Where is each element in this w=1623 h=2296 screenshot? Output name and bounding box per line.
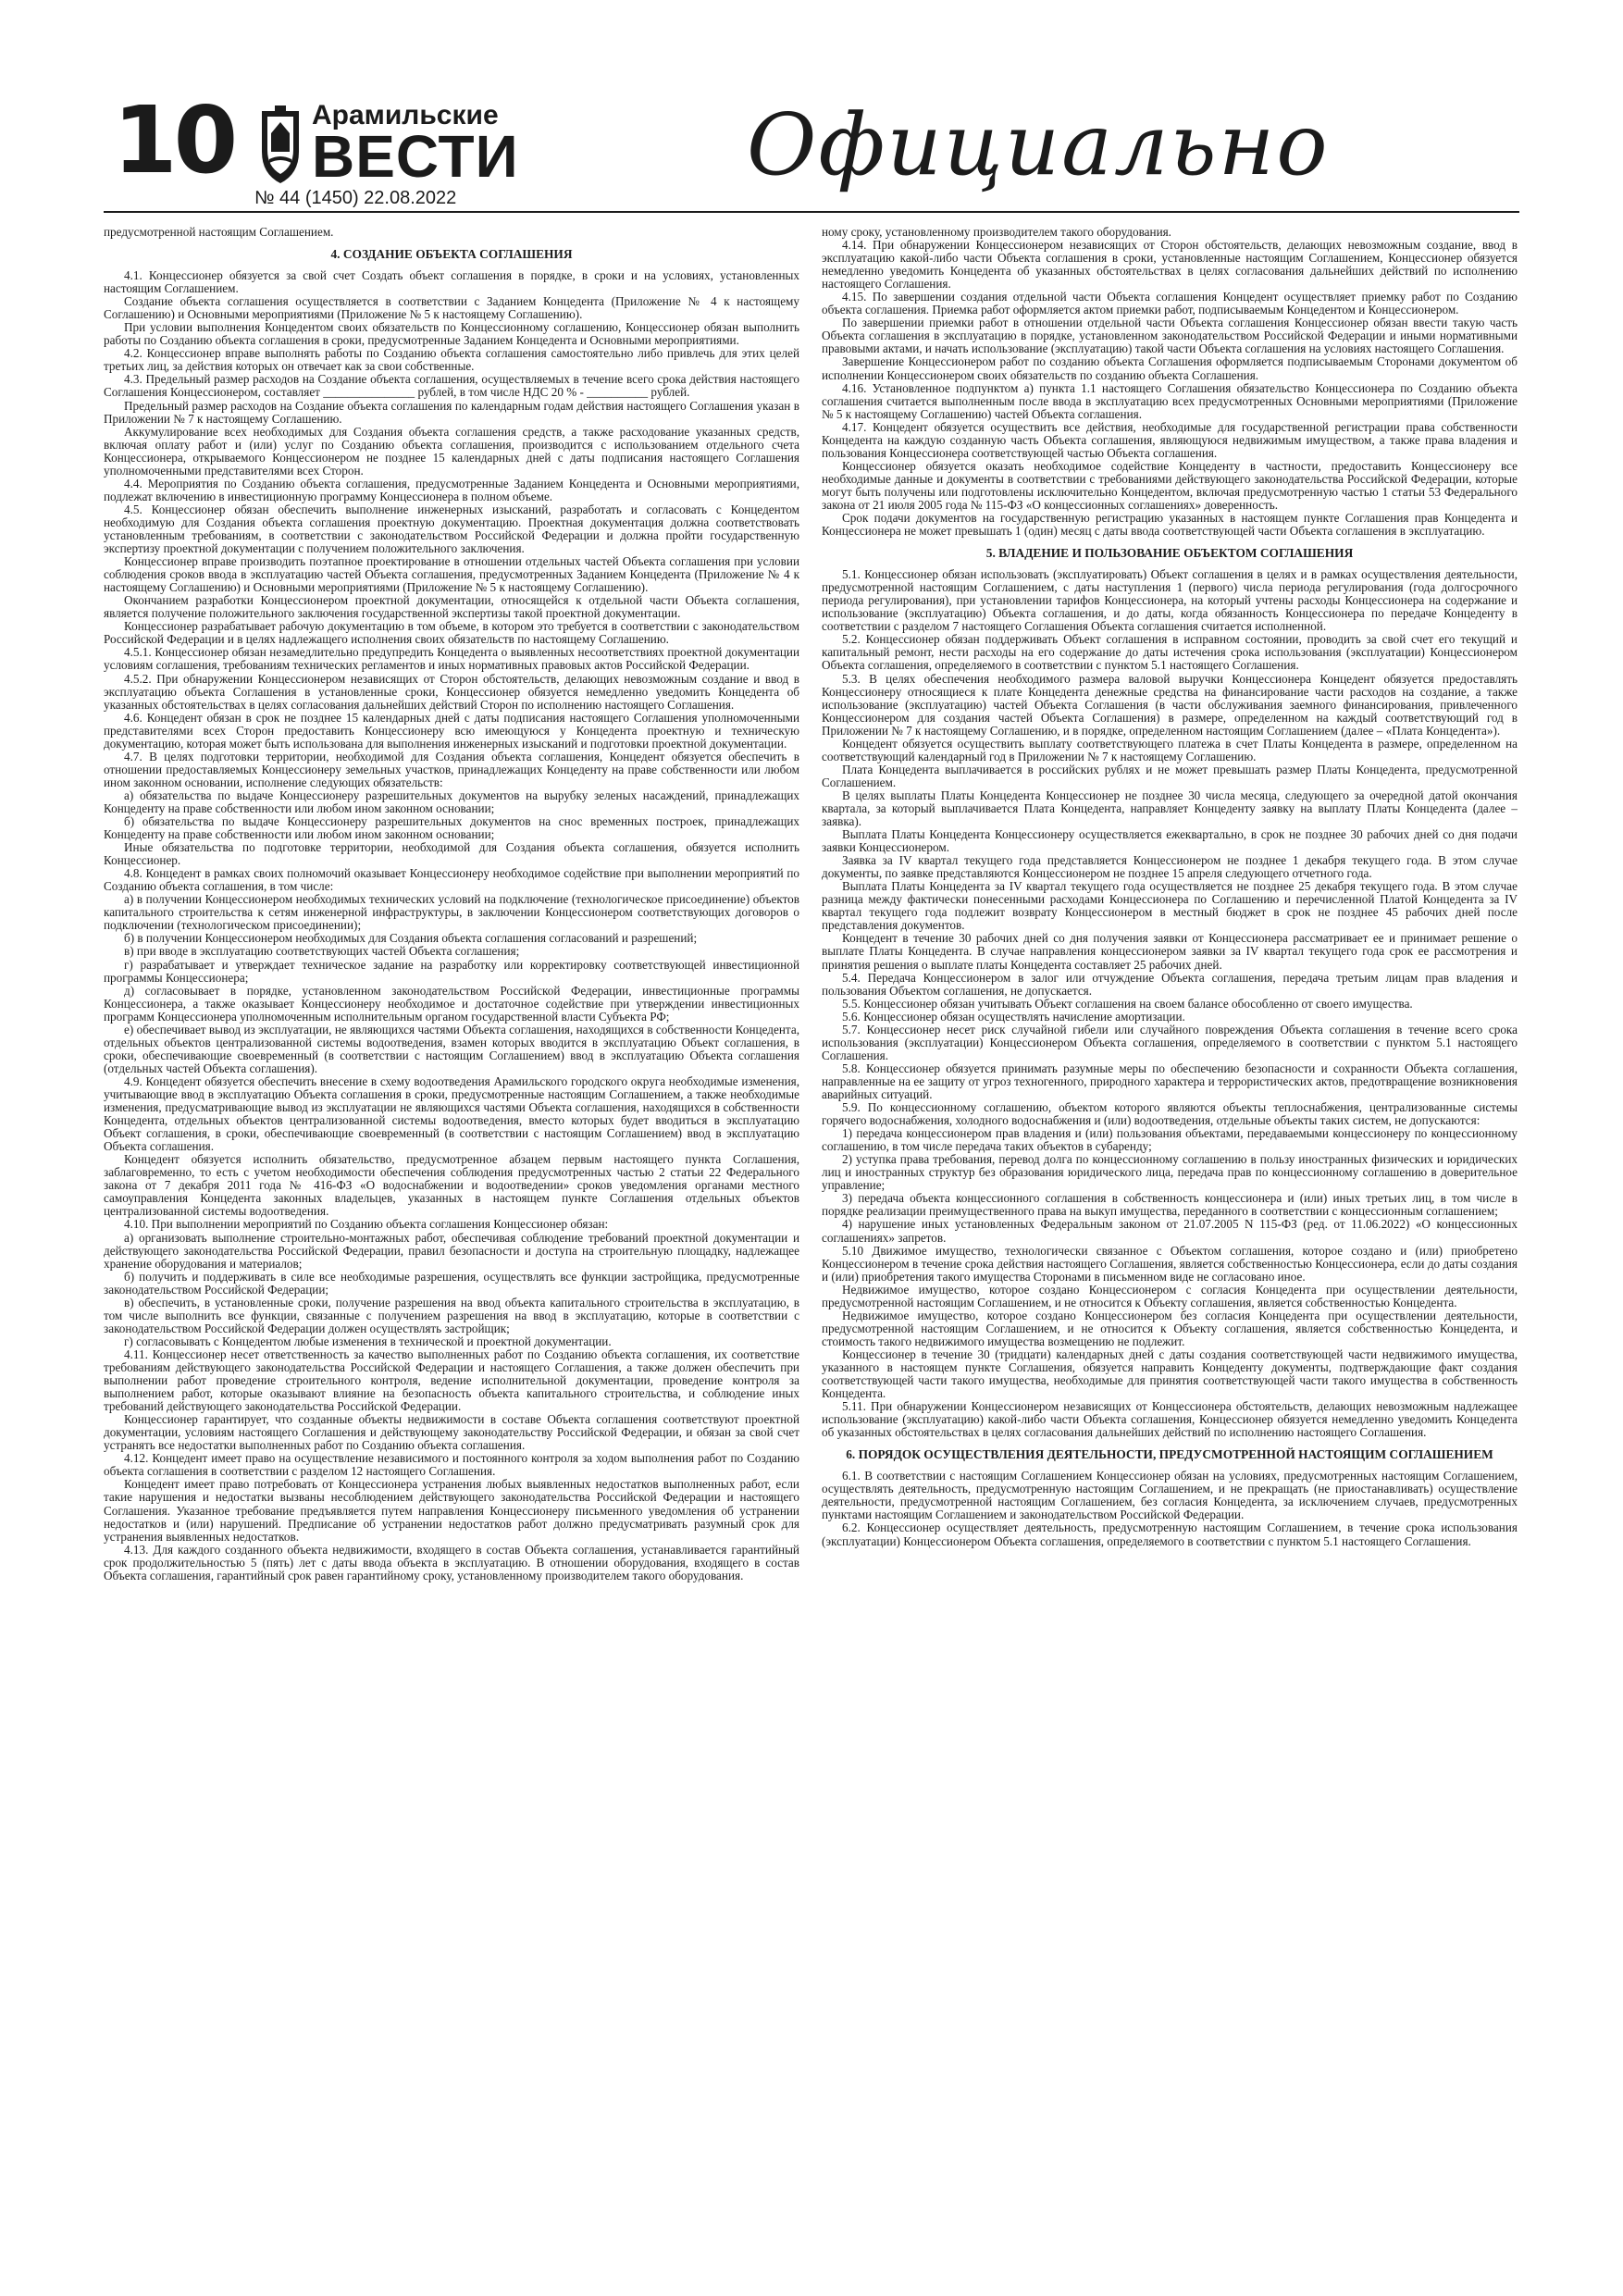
paragraph: г) согласовывать с Концедентом любые изменения в технической и проектной документации.	[124, 1334, 612, 1348]
paragraph: 4.11. Концессионер несет ответственность за качество выполненных работ по Созданию объекта соглашения, их соответствие требованиям действующего законодательства Российской Федерации и настоящего Соглашения, а также должен обеспечить при выполнении работ проведение строительного контроля, ведение исполнительной документации, проведение контроля за выполнением работ, которые оказывают влияние на безопасность объекта капитального строительства, и соблюдение иных требований действующего законодательства Российской Федерации.	[104, 1347, 799, 1414]
paragraph: 4.7. В целях подготовки территории, необходимой для Создания объекта соглашения, Концедент обязуется обеспечить в отношении предоставляемых Концессионеру земельных участков, принадлежащих Концеденту на праве собственности или любом ином законном основании, исполнение следующих обязательств:	[104, 749, 799, 789]
paragraph: Выплата Платы Концедента за IV квартал текущего года осуществляется не позднее 25 декабря текущего года. В этом случае разница между фактически понесенными расходами Концессионера по Соглашению и перечисленной Платой Концедента за IV квартал текущего года подлежит возврату Концессионером в местный бюджет в срок не позднее 45 рабочих дней после представления документов.	[822, 879, 1518, 933]
paragraph: г) разрабатывает и утверждает техническое задание на разработку или корректировку соответствующей инвестиционной программы Концессионера;	[104, 957, 799, 985]
page-number: 10	[113, 86, 235, 194]
paragraph: Концедент имеет право потребовать от Концессионера устранения любых выявленных недостатков выполненных работ, если такие нарушения и недостатки вызваны несоблюдением действующего законодательства Российской Федерации и настоящего Соглашения. Указанное требование предъявляется путем направления Концессионеру письменного уведомления об устранении недостатков и (или) нарушений. Предписание об устранении недостатков работ должно предусматривать разумный срок для устранения выявленных недостатков.	[104, 1477, 799, 1544]
paragraph: Создание объекта соглашения осуществляется в соответствии с Заданием Концедента (Приложение № 4 к настоящему Соглашению) и Основными мероприятиями (Приложение № 5 к настоящему Соглашению).	[104, 294, 799, 322]
paragraph: Концедент в течение 30 рабочих дней со дня получения заявки от Концессионера рассматривает ее и принимает решение о выплате Платы Концедента. В случае направления концессионером заявки за IV квартал текущего года срок ее рассмотрения и принятия решения о выплате платы Концедента составляет 25 рабочих дней.	[822, 931, 1518, 972]
paragraph: Концессионер разрабатывает рабочую документацию в том объеме, в котором это требуется в соответствии с законодательством Российской Федерации и в целях надлежащего исполнения своих обязательств по настоящему Соглашению.	[104, 619, 799, 647]
paragraph: В целях выплаты Платы Концедента Концессионер не позднее 30 числа месяца, следующего за очередной датой окончания квартала, за который выплачивается Плата Концедента, направляет Концеденту заявку на выплату Платы Концедента (далее – заявка).	[822, 788, 1518, 829]
paragraph: 5.4. Передача Концессионером в залог или отчуждение Объекта соглашения, передача третьим лицам прав владения и пользования Объектом соглашения, не допускается.	[822, 970, 1518, 998]
paragraph: По завершении приемки работ в отношении отдельной части Объекта соглашения Концессионер обязан ввести такую часть Объекта соглашения в эксплуатацию в порядке, установленном законодательством Российской Федерации и иными нормативными правовыми актами, и начать использование (эксплуатацию) такой части Объекта соглашения на условиях настоящего Соглашения.	[822, 316, 1518, 356]
paragraph: 4.6. Концедент обязан в срок не позднее 15 календарных дней с даты подписания настоящего Соглашения уполномоченными представителями всех Сторон предоставить Концессионеру всю имеющуюся у Концедента проектную и техническую документацию, которая может быть использована для выполнения инженерных изысканий и подготовки проектной документации.	[104, 710, 799, 751]
paragraph: 5.2. Концессионер обязан поддерживать Объект соглашения в исправном состоянии, проводить за свой счет его текущий и капитальный ремонт, нести расходы на его содержание до даты истечения срока использования (эксплуатации) Концессионером Объекта соглашения, определяемого в соответствии с пунктом 5.1 настоящего Соглашения.	[822, 632, 1518, 673]
paragraph: Концедент обязуется осуществить выплату соответствующего платежа в счет Платы Концедента в размере, определенном на соответствующий календарный год в Приложении № 7 к настоящему Соглашению.	[822, 736, 1518, 763]
paragraph: 5.1. Концессионер обязан использовать (эксплуатировать) Объект соглашения в целях и в рамках осуществления деятельности, предусмотренной настоящим Соглашением, с даты наступления 1 (первого) числа периода регулирования (года долгосрочного периода регулирования), при установлении тарифов Концессионера, на который учтены расходы Концессионера на содержание и использование (эксплуатацию) Объекта соглашения, и до даты, когда обязанность Концессионера по передаче Концеденту в соответствии с разделом 7 настоящего Соглашения Объекта соглашения считается исполненной.	[822, 567, 1518, 634]
paragraph: При условии выполнения Концедентом своих обязательств по Концессионному соглашению, Концессионер обязан выполнить работы по Созданию объекта соглашения в сроки, предусмотренные Заданием Концедента и Основными мероприятиями.	[104, 320, 799, 348]
paragraph: 4.14. При обнаружении Концессионером независящих от Сторон обстоятельств, делающих невозможным создание, ввод в эксплуатацию какой-либо части Объекта соглашения в сроки, установленные настоящим Соглашением, Концессионер обязуется немедленно уведомить Концедента об указанных обстоятельствах в целях согласования дальнейших действий по исполнению настоящего Соглашения.	[822, 238, 1518, 292]
paragraph: 4.1. Концессионер обязуется за свой счет Создать объект соглашения в порядке, в сроки и на условиях, установленных настоящим Соглашением.	[104, 268, 799, 296]
paragraph: 5.11. При обнаружении Концессионером независящих от Концессионера обстоятельств, делающих невозможным надлежащее использование (эксплуатацию) какой-либо части Объекта соглашения, Концессионер обязуется немедленно уведомить Концедента об указанных обстоятельствах в целях согласования дальнейших действий по исполнению настоящего Соглашения.	[822, 1399, 1518, 1440]
paragraph: Заявка за IV квартал текущего года представляется Концессионером не позднее 1 декабря текущего года. В этом случае документы, по заявке представляются Концессионером не позднее 15 апреля следующего отчетного года.	[822, 853, 1518, 881]
paragraph: 4.8. Концедент в рамках своих полномочий оказывает Концессионеру необходимое содействие при выполнении мероприятий по Созданию объекта соглашения, в том числе:	[104, 866, 799, 894]
paragraph: 4.5.1. Концессионер обязан незамедлительно предупредить Концедента о выявленных несоответствиях проектной документации условиям соглашения, требованиям технических регламентов и иных нормативных правовых актов Российской Федерации.	[104, 645, 799, 673]
paragraph: 6.2. Концессионер осуществляет деятельность, предусмотренную настоящим Соглашением, в течение срока использования (эксплуатации) Концессионером Объекта соглашения, определяемого в соответствии с пунктом 5.1 настоящего Соглашения.	[822, 1520, 1518, 1548]
header-divider	[104, 211, 1519, 213]
paragraph: Концессионер гарантирует, что созданные объекты недвижимости в составе Объекта соглашения соответствуют проектной документации, условиям настоящего Соглашения и действующему законодательству Российской Федерации, и обязан за свой счет устранять все недостатки выполненных работ по Созданию объекта соглашения.	[104, 1412, 799, 1453]
paragraph: е) обеспечивает вывод из эксплуатации, не являющихся частями Объекта соглашения, находящихся в собственности Концедента, отдельных объектов централизованной системы водоотведения, взамен которых вводится в эксплуатацию Объект соглашения, в сроки, обеспечивающие своевременный (в соответствии с настоящим Соглашением) ввод в эксплуатацию Объекта соглашения (отдельных частей Объекта соглашения).	[104, 1022, 799, 1075]
paragraph: ному сроку, установленному производителем такого оборудования.	[822, 225, 1171, 239]
paragraph: Концессионер вправе производить поэтапное проектирование в отношении отдельных частей Объекта соглашения при условии соблюдения сроков ввода в эксплуатацию частей Объекта соглашения, предусмотренных Заданием Концедента (Приложение № 4 к настоящему Соглашению) и Основными мероприятиями (Приложение № 5 к настоящему Соглашению).	[104, 554, 799, 595]
paragraph: 4.9. Концедент обязуется обеспечить внесение в схему водоотведения Арамильского городского округа необходимые изменения, учитывающие ввод в эксплуатацию Объекта соглашения в сроки, предусмотренные настоящим Соглашением, а также необходимые изменения, предусматривающие вывод из эксплуатации не являющихся частями Объекта соглашения, находящихся в собственности Концедента, отдельных объектов централизованной системы водоотведения, вместо которых будет вводиться в эксплуатацию Объект соглашения, в сроки, обеспечивающие своевременный (в соответствии с настоящим Соглашением) ввод в эксплуатацию Объекта соглашения.	[104, 1074, 799, 1154]
paragraph: 5.9. По концессионному соглашению, объектом которого являются объекты теплоснабжения, централизованные системы горячего водоснабжения, холодного водоснабжения и (или) водоотведения, отдельные объекты таких систем, не допускаются:	[822, 1100, 1518, 1128]
right-column	[822, 226, 1518, 1548]
logo-subtitle: Арамильские	[312, 100, 499, 130]
paragraph: д) согласовывает в порядке, установленном законодательством Российской Федерации, инвестиционные программы Концессионера, а также оказывает Концессионеру необходимое и достаточное содействие при утверждении инвестиционных программ Концессионера уполномоченным исполнительным органом государственной власти Субъекта РФ;	[104, 983, 799, 1024]
paragraph: Концессионер в течение 30 (тридцати) календарных дней с даты создания соответствующей части недвижимого имущества, указанного в настоящем пункте Соглашения, обязуется направить Концеденту документы, подтверждающие факт создания соответствующей части такого имущества, необходимые для принятия соответствующей части такого имущества в собственность Концедента.	[822, 1347, 1518, 1401]
paragraph: б) обязательства по выдаче Концессионеру разрешительных документов на снос временных построек, принадлежащих Концеденту на праве собственности или любом ином законном основании;	[104, 814, 799, 842]
section-title: Официально	[747, 95, 1330, 194]
paragraph: Иные обязательства по подготовке территории, необходимой для Создания объекта соглашения, обязуется исполнить Концессионер.	[104, 840, 799, 868]
paragraph: 4.4. Мероприятия по Созданию объекта соглашения, предусмотренные Заданием Концедента и Основными мероприятиями, подлежат включению в инвестиционную программу Концессионера в полном объеме.	[104, 476, 799, 503]
paragraph: 4.5. Концессионер обязан обеспечить выполнение инженерных изысканий, разработать и согласовать с Концедентом необходимую для Создания объекта соглашения проектную документацию. Проектная документация должна соответствовать установленным требованиям, в соответствии с законодательством Российской Федерации и должна пройти государственную экспертизу проектной документации с получением положительного заключения.	[104, 502, 799, 556]
paragraph: Завершение Концессионером работ по созданию объекта Соглашения оформляется подписываемым Сторонами документом об исполнении Концессионером своих обязательств по созданию объекта Соглашения.	[822, 354, 1518, 382]
left-column	[104, 226, 799, 1582]
section-heading: 5. ВЛАДЕНИЕ И ПОЛЬЗОВАНИЕ ОБЪЕКТОМ СОГЛАШЕНИЯ	[985, 546, 1354, 561]
paragraph: в) обеспечить, в установленные сроки, получение разрешения на ввод объекта капитального строительства в эксплуатацию, в том числе выполнить все функции, связанные с получением разрешения на ввод в эксплуатацию, которые в соответствии с законодательством Российской Федерации должен осуществлять застройщик;	[104, 1295, 799, 1335]
paragraph: 4.16. Установленное подпунктом а) пункта 1.1 настоящего Соглашения обязательство Концессионера по Созданию объекта соглашения считается выполненным после ввода в эксплуатацию всех предусмотренных Основными мероприятиями (Приложение № 5 к настоящему Соглашению) частей Объекта соглашения.	[822, 380, 1518, 421]
paragraph: 4.3. Предельный размер расходов на Создание объекта соглашения, осуществляемых в течение всего срока действия настоящего Соглашения Концессионером, составляет _______________ рублей, в том числе НДС 20 % - __________ рублей.	[104, 372, 799, 400]
paragraph: в) при вводе в эксплуатацию соответствующих частей Объекта соглашения;	[124, 944, 520, 959]
section-heading: 6. ПОРЯДОК ОСУЩЕСТВЛЕНИЯ ДЕЯТЕЛЬНОСТИ, ПРЕДУСМОТРЕННОЙ НАСТОЯЩИМ СОГЛАШЕНИЕМ	[846, 1447, 1493, 1462]
paragraph: 5.6. Концессионер обязан осуществлять начисление амортизации.	[842, 1009, 1185, 1024]
paragraph: 5.8. Концессионер обязуется принимать разумные меры по обеспечению безопасности и сохранности Объекта соглашения, направленные на ее защиту от угроз техногенного, природного характера и террористических актов, предотвращение возникновения аварийных ситуаций.	[822, 1061, 1518, 1101]
paragraph: Концессионер обязуется оказать необходимое содействие Концеденту в частности, предоставить Концессионеру все необходимые данные и документы в соответствии с требованиями действующего законодательства Российской Федерации, которые могут быть получены или подготовлены исключительно Концедентом, включая предусмотренную частью 1 статьи 53 Федерального закона от 21 июля 2005 года № 115-ФЗ «О концессионных соглашениях» доверенность.	[822, 458, 1518, 512]
paragraph: 4.5.2. При обнаружении Концессионером независящих от Сторон обстоятельств, делающих невозможным создание и ввод в эксплуатацию объекта Соглашения в установленные сроки, Концессионер обязуется немедленно уведомить Концедента об указанных обстоятельствах в целях согласования дальнейших действий Сторон по исполнению настоящего Соглашения.	[104, 671, 799, 712]
paragraph: б) получить и поддерживать в силе все необходимые разрешения, осуществлять все функции застройщика, предусмотренные законодательством Российской Федерации;	[104, 1269, 799, 1297]
paragraph: 4) нарушение иных установленных Федеральным законом от 21.07.2005 N 115-ФЗ (ред. от 11.06.2022) «О концессионных соглашениях» запретов.	[822, 1217, 1518, 1245]
paragraph: 5.7. Концессионер несет риск случайной гибели или случайного повреждения Объекта соглашения в течение всего срока использования (эксплуатации) Концессионером Объекта соглашения, определяемого в соответствии с пунктом 5.1 настоящего Соглашения.	[822, 1022, 1518, 1062]
paragraph: 4.13. Для каждого созданного объекта недвижимости, входящего в состав Объекта соглашения, устанавливается гарантийный срок продолжительностью 5 (пять) лет с даты ввода объекта в эксплуатацию. В отношении оборудования, входящего в состав Объекта соглашения, гарантийный срок равен гарантийному сроку, установленному производителем такого оборудования.	[104, 1542, 799, 1582]
page-header	[104, 85, 1519, 208]
paragraph: 5.3. В целях обеспечения необходимого размера валовой выручки Концессионера Концедент обязуется предоставлять Концессионеру относящиеся к плате Концедента денежные средства на финансирование части расходов на создание, а также использование (эксплуатацию) частей Объекта Соглашения (в части обслуживания заемного финансирования, привлеченного Концессионером для создания частей Объекта Соглашения) в размере, определенном на каждый соответствующий год в Приложении № 7 к настоящему Соглашению, и в порядке, определенном настоящим Соглашением (далее – «Плата Концедента»).	[822, 671, 1518, 738]
paragraph: Срок подачи документов на государственную регистрацию указанных в настоящем пункте Соглашения прав Концедента и Концессионера не может превышать 1 (один) месяц с даты ввода соответствующей части Объекта соглашения в эксплуатацию.	[822, 511, 1518, 539]
paragraph: 4.15. По завершении создания отдельной части Объекта соглашения Концедент осуществляет приемку работ по Созданию объекта соглашения. Приемка работ оформляется актом приемки работ, подписываемым Концедентом и Концессионером.	[822, 290, 1518, 317]
paragraph: Окончанием разработки Концессионером проектной документации, относящейся к отдельной части Объекта соглашения, является получение положительного заключения государственной экспертизы такой проектной документации.	[104, 593, 799, 621]
newspaper-logo	[256, 100, 589, 191]
paragraph: Выплата Платы Концедента Концессионеру осуществляется ежеквартально, в срок не позднее 30 рабочих дней со дня подачи заявки Концессионером.	[822, 827, 1518, 855]
paragraph: Аккумулирование всех необходимых для Создания объекта соглашения средств, а также расходование указанных средств, включая оплату работ и (или) услуг по Созданию объекта соглашения, производится с использованием отдельного счета Концессионера, открываемого Концессионером не позднее 15 календарных дней с даты подписания настоящего Соглашения уполномоченными представителями всех Сторон.	[104, 424, 799, 478]
paragraph: Недвижимое имущество, которое создано Концессионером без согласия Концедента при осуществлении деятельности, предусмотренной настоящим Соглашением, и не относится к Объекту соглашения, является собственностью Концедента, и стоимость такого недвижимого имущества возмещению не подлежит.	[822, 1308, 1518, 1348]
paragraph: б) в получении Концессионером необходимых для Создания объекта соглашения согласований и разрешений;	[124, 931, 698, 946]
paragraph: 1) передача концессионером прав владения и (или) пользования объектами, передаваемыми концессионеру по концессионному соглашению, в том числе передача таких объектов в субаренду;	[822, 1126, 1518, 1154]
paragraph: а) обязательства по выдаче Концессионеру разрешительных документов на вырубку зеленых насаждений, принадлежащих Концеденту на праве собственности или любом ином законном основании;	[104, 788, 799, 815]
issue-number-date: № 44 (1450) 22.08.2022	[254, 188, 457, 208]
paragraph: 2) уступка права требования, перевод долга по концессионному соглашению в пользу иностранных физических и юридических лиц и иностранных структур без образования юридического лица, передача прав по концессионному соглашению в доверительное управление;	[822, 1152, 1518, 1193]
paragraph: 4.12. Концедент имеет право на осуществление независимого и постоянного контроля за ходом выполнения работ по Созданию объекта соглашения в соответствии с разделом 12 настоящего Соглашения.	[104, 1451, 799, 1479]
paragraph: а) в получении Концессионером необходимых технических условий на подключение (технологическое присоединение) объектов капитального строительства к сетям инженерной инфраструктуры, в заключении Концессионером соответствующих договоров о подключении (технологическом присоединении);	[104, 892, 799, 933]
paragraph: 4.17. Концедент обязуется осуществить все действия, необходимые для государственной регистрации права собственности Концедента на каждую созданную часть Объекта соглашения, являющуюся недвижимым имуществом, а также права владения и пользования Концессионера соответствующей частью Объекта соглашения.	[822, 419, 1518, 460]
paragraph: 6.1. В соответствии с настоящим Соглашением Концессионер обязан на условиях, предусмотренных настоящим Соглашением, осуществлять деятельность, предусмотренную настоящим Соглашением, и не прекращать (не приостанавливать) осуществление деятельности, предусмотренной настоящим Соглашением, без согласия Концедента, за исключением случаев, предусмотренных пунктами настоящим Соглашением и законодательством Российской Федерации.	[822, 1469, 1518, 1522]
paragraph: Недвижимое имущество, которое создано Концессионером с согласия Концедента при осуществлении деятельности, предусмотренной настоящим Соглашением, и не относится к Объекту соглашения, является собственностью Концедента.	[822, 1282, 1518, 1309]
paragraph: Плата Концедента выплачивается в российских рублях и не может превышать размер Платы Концедента, предусмотренной Соглашением.	[822, 762, 1518, 789]
section-heading: 4. СОЗДАНИЕ ОБЪЕКТА СОГЛАШЕНИЯ	[330, 247, 573, 262]
paragraph: 3) передача объекта концессионного соглашения в собственность концессионера и (или) иных третьих лиц, в том числе в порядке реализации преимущественного права на выкуп имущества, переданного в соответствии с концессионным соглашением;	[822, 1191, 1518, 1219]
paragraph: предусмотренной настоящим Соглашением.	[104, 225, 334, 239]
coat-of-arms-icon	[256, 105, 304, 187]
paragraph: 4.2. Концессионер вправе выполнять работы по Созданию объекта соглашения самостоятельно либо привлечь для этих целей третьих лиц, за действия которых он отвечает как за свои собственные.	[104, 346, 799, 374]
paragraph: 5.10 Движимое имущество, технологически связанное с Объектом соглашения, которое создано и (или) приобретено Концессионером в течение срока действия настоящего Соглашения, является собственностью Концессионера, если до даты создания и (или) приобретения такого имущества Сторонами в письменном виде не согласовано иное.	[822, 1243, 1518, 1284]
paragraph: Предельный размер расходов на Создание объекта соглашения по календарным годам действия настоящего Соглашения указан в Приложении № 7 к настоящему Соглашению.	[104, 398, 799, 426]
logo-wordmark: ВЕСТИ	[312, 123, 519, 190]
paragraph: а) организовать выполнение строительно-монтажных работ, обеспечивая соблюдение требований проектной документации и действующего законодательства Российской Федерации, правил безопасности и доступа на строительную площадку, надлежащее хранение оборудования и материалов;	[104, 1230, 799, 1271]
paragraph: 4.10. При выполнении мероприятий по Созданию объекта соглашения Концессионер обязан:	[124, 1217, 609, 1232]
paragraph: 5.5. Концессионер обязан учитывать Объект соглашения на своем балансе обособленно от своего имущества.	[842, 996, 1413, 1011]
paragraph: Концедент обязуется исполнить обязательство, предусмотренное абзацем первым настоящего пункта Соглашения, заблаговременно, то есть с учетом необходимости обеспечения соблюдения предусмотренных частью 2 статьи 22 Федерального закона от 7 декабря 2011 года № 416-ФЗ «О водоснабжении и водоотведении» сроков уведомления органами местного самоуправления Концедента законных владельцев, указанных в настоящем пункте Соглашения отдельных объектов централизованной системы водоотведения.	[104, 1152, 799, 1219]
